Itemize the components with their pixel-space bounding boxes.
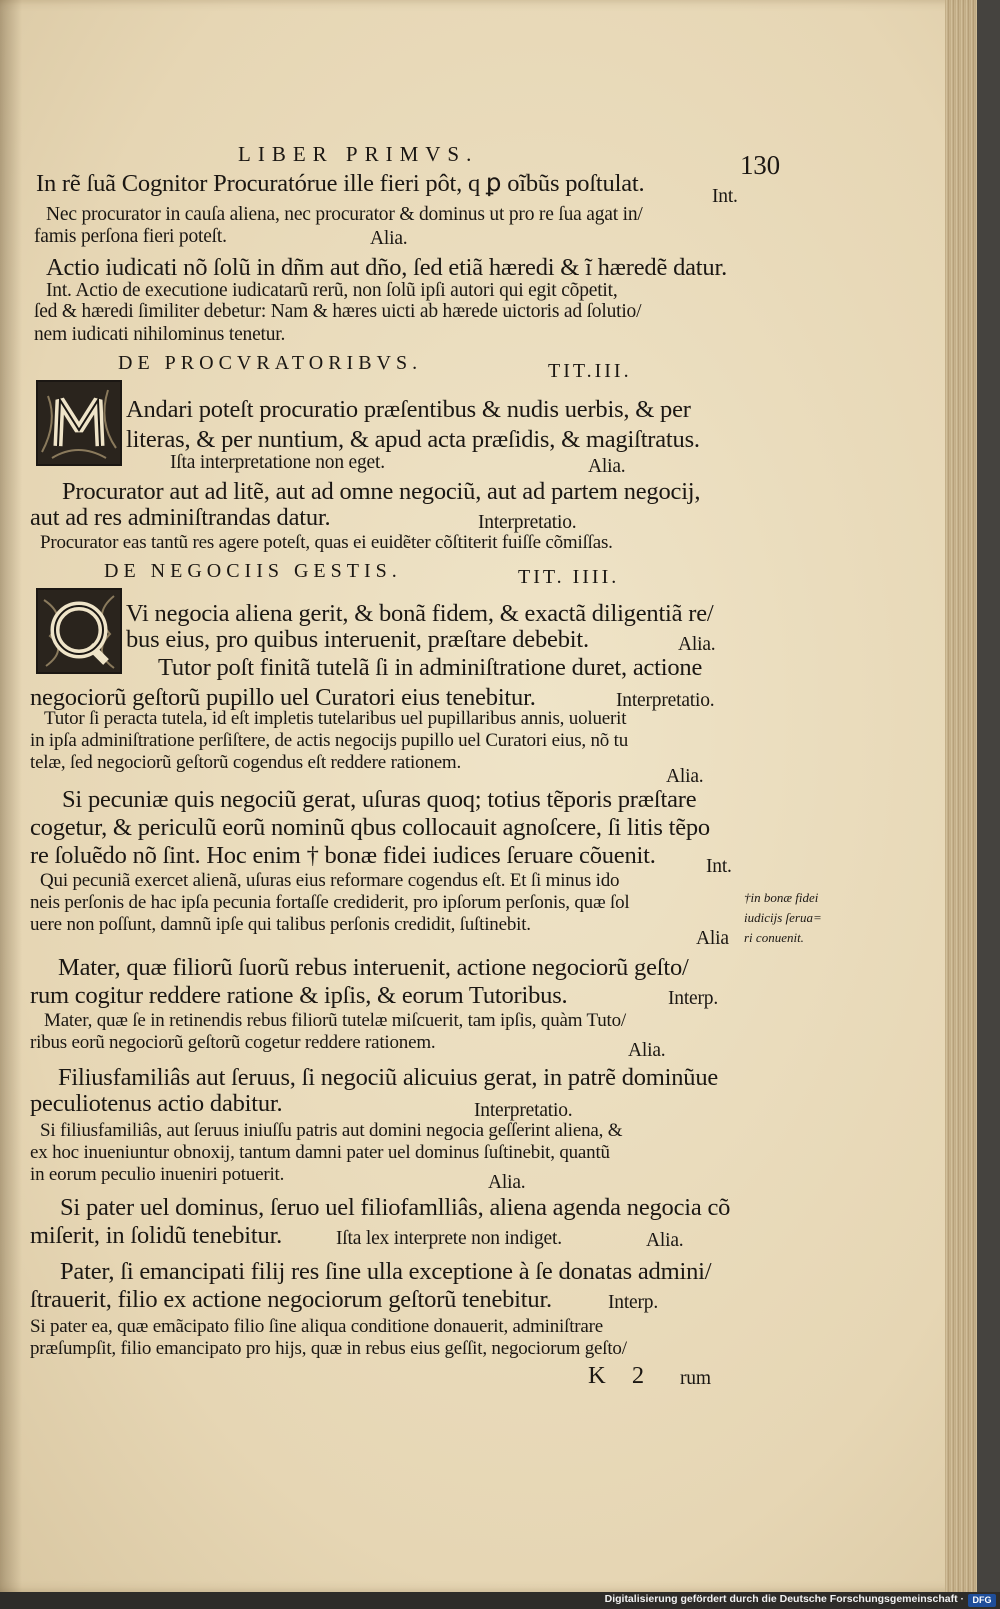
text-line: Andari poteſt procuratio præſentibus & nudis uerbis, & per	[126, 396, 691, 423]
signature-mark: K 2	[588, 1362, 655, 1389]
section-heading: DE NEGOCIIS GESTIS.	[104, 560, 402, 582]
text-line-tag: Int.	[706, 856, 732, 877]
text-line: Si pecuniæ quis negociũ gerat, uſuras quoq; totius tẽporis præſtare	[62, 786, 697, 813]
text-line: uere non poſſunt, damnũ ipſe qui talibus perſonis credidit, ſuſtinebit.	[30, 914, 531, 935]
text-line: negociorũ geſtorũ pupillo uel Curatori eius tenebitur.	[30, 684, 536, 711]
text-line: in eorum peculio inueniri potuerit.	[30, 1164, 285, 1185]
text-line: In rẽ ſuã Cognitor Procuratórue ille fieri pôt, q ꝑ oĩbũs poſtulat.	[36, 170, 645, 197]
text-line: Si filiusfamiliâs, aut ſeruus iniuſſu patris aut domini negocia geſſerint aliena, &	[40, 1120, 623, 1141]
text-line: telæ, ſed negociorũ geſtorũ cogendus eſt reddere rationem.	[30, 752, 462, 773]
text-line: nem iudicati nihilominus tenetur.	[34, 324, 286, 345]
text-line-tag: Int.	[712, 186, 738, 207]
text-line: re ſoluẽdo nõ ſint. Hoc enim † bonæ fidei iudices ſeruare cõuenit.	[30, 842, 656, 869]
text-line-tag: Interpretatio.	[474, 1100, 573, 1121]
text-line: miſerit, in ſolidũ tenebitur.	[30, 1222, 283, 1249]
marginal-note	[744, 888, 822, 948]
text-line: ſed & hæredi ſimiliter debetur: Nam & hæres uicti ab hærede uictoris ad ſolutio/	[34, 301, 642, 322]
text-line: bus eius, pro quibus interuenit, præſtare debebit.	[126, 626, 589, 653]
text-line: Nec procurator in cauſa aliena, nec procurator & dominus ut pro re ſua agat in/	[46, 204, 643, 225]
marginal-note-line: iudicijs ſerua=	[744, 910, 822, 925]
text-line: Si pater ea, quæ emãcipato filio ſine aliqua conditione donauerit, adminiſtrare	[30, 1316, 604, 1337]
text-line: Filiusfamiliâs aut ſeruus, ſi negociũ alicuius gerat, in patrẽ dominũue	[58, 1064, 719, 1091]
section-heading: DE PROCVRATORIBVS.	[118, 352, 423, 374]
text-line: aut ad res adminiſtrandas datur.	[30, 504, 331, 531]
text-line: Int. Actio de executione iudicatarũ rerũ, non ſolũ ipſi autori qui egit cõpetit,	[46, 280, 618, 301]
text-line: Vi negocia aliena gerit, & bonã fidem, & exactã diligentiã re/	[126, 600, 714, 627]
text-line-tag: Alia.	[370, 228, 408, 249]
text-line: famis perſona fieri poteſt.	[34, 226, 227, 247]
text-line: Tutor poſt finitã tutelã ſi in adminiſtratione duret, actione	[158, 654, 703, 681]
text-line: Procurator eas tantũ res agere poteſt, quas ei euidẽter cõſtiterit fuiſſe cõmiſſas.	[40, 532, 613, 553]
text-line: ſtrauerit, filio ex actione negociorum geſtorũ tenebitur.	[30, 1286, 552, 1313]
text-line: Qui pecuniã exercet alienã, uſuras eius reformare cogendus eſt. Et ſi minus ido	[40, 870, 620, 891]
catchword: rum	[680, 1368, 711, 1389]
page-edge	[945, 0, 977, 1592]
text-line-tag: Alia.	[678, 634, 716, 655]
text-line: peculiotenus actio dabitur.	[30, 1090, 283, 1117]
section-title-number: TIT.III.	[548, 360, 632, 382]
text-line: rum cogitur reddere ratione & ipſis, & eorum Tutoribus.	[30, 982, 568, 1009]
text-line: ex hoc inueniuntur obnoxij, tantum damni pater uel dominus ſuſtinebit, quantũ	[30, 1142, 610, 1163]
decorated-initial-q	[36, 588, 122, 674]
text-line-tag: Alia.	[646, 1230, 684, 1251]
text-line: Procurator aut ad litẽ, aut ad omne negociũ, aut ad partem negocij,	[62, 478, 701, 505]
text-line: neis perſonis de hac ipſa pecunia fortaſſe crediderit, pro ipſorum perſonis, quæ ſol	[30, 892, 630, 913]
text-line: in ipſa adminiſtratione perſiſtere, de actis negocijs pupillo uel Curatori eius, nõ tu	[30, 730, 629, 751]
text-line-tag: Alia.	[488, 1172, 526, 1193]
running-head: LIBER PRIMVS.	[238, 142, 479, 166]
text-line-tag: Alia.	[628, 1040, 666, 1061]
text-line-tag: Alia.	[666, 766, 704, 787]
marginal-note-line: †in bonæ fidei	[744, 890, 819, 905]
text-line: literas, & per nuntium, & apud acta præſidis, & magiſtratus.	[126, 426, 700, 453]
dfg-logo: DFG	[968, 1594, 996, 1607]
text-line: Actio iudicati nõ ſolũ in dñm aut dño, ſed etiã hæredi & ĩ hæredẽ datur.	[46, 254, 727, 281]
text-line: cogetur, & periculũ eorũ nominũ qbus collocauit agnoſcere, ſi litis tẽpo	[30, 814, 710, 841]
text-line-tag: Interpretatio.	[616, 690, 715, 711]
text-line-tag: Interp.	[608, 1292, 659, 1313]
funding-credit: Digitalisierung gefördert durch die Deutsche Forschungsgemeinschaft ·	[604, 1593, 964, 1605]
text-line: Mater, quæ filiorũ ſuorũ rebus interuenit, actione negociorũ geſto/	[58, 954, 689, 981]
text-line-tag: Iſta lex interprete non indiget.	[336, 1228, 562, 1249]
folio-number: 130	[740, 150, 780, 180]
text-line-tag: Interp.	[668, 988, 719, 1009]
marginal-note-line: ri conuenit.	[744, 930, 804, 945]
text-line-tag: Interpretatio.	[478, 512, 577, 533]
text-line: Tutor ſi peracta tutela, id eſt impletis tutelaribus uel pupillaribus annis, uoluerit	[44, 708, 627, 729]
text-line: Si pater uel dominus, ſeruo uel filiofamlliâs, aliena agenda negocia cõ	[60, 1194, 731, 1221]
text-line: ribus eorũ negociorũ geſtorũ cogetur reddere rationem.	[30, 1032, 436, 1053]
text-line: præſumpſit, filio emancipato pro hijs, quæ in rebus eius geſſit, negociorum geſto/	[30, 1338, 627, 1359]
text-line-tag: Alia.	[588, 456, 626, 477]
section-title-number: TIT. IIII.	[518, 566, 620, 588]
binding-shadow	[0, 0, 22, 1592]
text-line-tag: Alia	[696, 928, 729, 949]
text-line: Pater, ſi emancipati filij res ſine ulla exceptione à ſe donatas admini/	[60, 1258, 712, 1285]
text-line: Mater, quæ ſe in retinendis rebus filiorũ tutelæ miſcuerit, tam ipſis, quàm Tuto/	[44, 1010, 627, 1031]
decorated-initial-m	[36, 380, 122, 466]
text-line: Iſta interpretatione non eget.	[170, 452, 385, 473]
